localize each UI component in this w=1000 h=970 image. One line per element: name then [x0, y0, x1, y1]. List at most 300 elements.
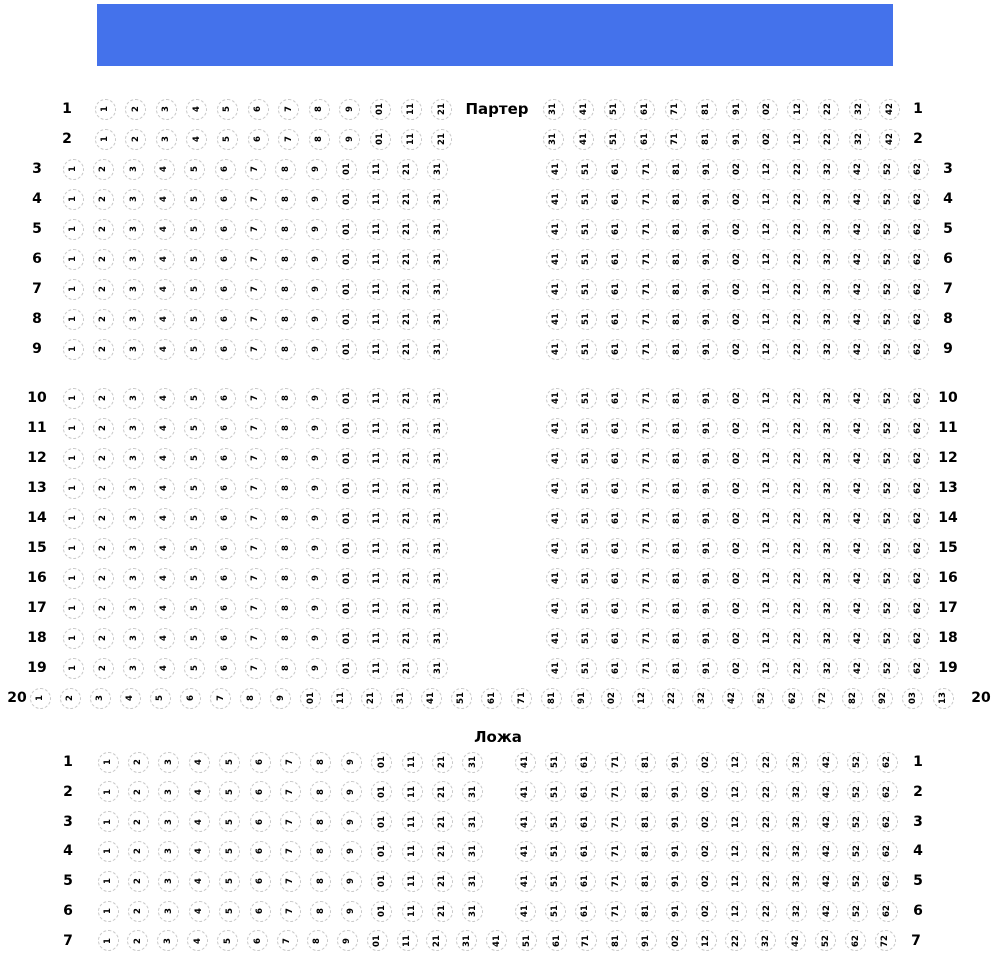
seat[interactable]: [123, 309, 144, 330]
seat[interactable]: [245, 508, 266, 529]
seat[interactable]: [605, 871, 626, 892]
seat[interactable]: [546, 568, 567, 589]
seat[interactable]: [427, 568, 448, 589]
seat[interactable]: [636, 219, 657, 240]
seat[interactable]: [397, 930, 418, 951]
seat[interactable]: [125, 129, 146, 150]
seat[interactable]: [666, 339, 687, 360]
seat[interactable]: [215, 478, 236, 499]
seat[interactable]: [397, 598, 418, 619]
seat[interactable]: [878, 598, 899, 619]
seat[interactable]: [150, 688, 171, 709]
seat[interactable]: [697, 279, 718, 300]
seat[interactable]: [604, 99, 625, 120]
seat[interactable]: [215, 189, 236, 210]
seat[interactable]: [215, 508, 236, 529]
seat[interactable]: [184, 598, 205, 619]
seat[interactable]: [63, 309, 84, 330]
seat[interactable]: [184, 508, 205, 529]
seat[interactable]: [186, 99, 207, 120]
seat[interactable]: [397, 249, 418, 270]
seat[interactable]: [878, 219, 899, 240]
seat[interactable]: [757, 418, 778, 439]
seat[interactable]: [189, 811, 210, 832]
seat[interactable]: [697, 628, 718, 649]
seat[interactable]: [462, 841, 483, 862]
seat[interactable]: [847, 871, 868, 892]
seat[interactable]: [184, 339, 205, 360]
seat[interactable]: [63, 279, 84, 300]
seat[interactable]: [310, 871, 331, 892]
seat[interactable]: [367, 388, 388, 409]
seat[interactable]: [576, 159, 597, 180]
seat[interactable]: [636, 388, 657, 409]
seat[interactable]: [158, 752, 179, 773]
seat[interactable]: [219, 871, 240, 892]
seat[interactable]: [427, 418, 448, 439]
seat[interactable]: [219, 811, 240, 832]
seat[interactable]: [576, 448, 597, 469]
seat[interactable]: [432, 811, 453, 832]
seat[interactable]: [310, 901, 331, 922]
seat[interactable]: [787, 129, 808, 150]
seat[interactable]: [336, 628, 357, 649]
seat[interactable]: [154, 159, 175, 180]
seat[interactable]: [427, 159, 448, 180]
seat[interactable]: [878, 249, 899, 270]
seat[interactable]: [215, 628, 236, 649]
seat[interactable]: [217, 930, 238, 951]
seat[interactable]: [336, 309, 357, 330]
seat[interactable]: [306, 189, 327, 210]
seat[interactable]: [849, 99, 870, 120]
seat[interactable]: [697, 478, 718, 499]
seat[interactable]: [848, 628, 869, 649]
seat[interactable]: [817, 841, 838, 862]
seat[interactable]: [546, 219, 567, 240]
seat[interactable]: [451, 688, 472, 709]
seat[interactable]: [515, 781, 536, 802]
seat[interactable]: [576, 508, 597, 529]
seat[interactable]: [727, 339, 748, 360]
seat[interactable]: [908, 279, 929, 300]
seat[interactable]: [186, 129, 207, 150]
seat[interactable]: [605, 752, 626, 773]
seat[interactable]: [636, 418, 657, 439]
seat[interactable]: [546, 478, 567, 499]
seat[interactable]: [757, 279, 778, 300]
seat[interactable]: [432, 781, 453, 802]
seat[interactable]: [154, 189, 175, 210]
seat[interactable]: [277, 930, 298, 951]
seat[interactable]: [786, 901, 807, 922]
seat[interactable]: [123, 628, 144, 649]
seat[interactable]: [217, 129, 238, 150]
seat[interactable]: [636, 279, 657, 300]
seat[interactable]: [245, 568, 266, 589]
seat[interactable]: [817, 901, 838, 922]
seat[interactable]: [545, 781, 566, 802]
seat[interactable]: [123, 478, 144, 499]
seat[interactable]: [367, 628, 388, 649]
seat[interactable]: [432, 901, 453, 922]
seat[interactable]: [757, 448, 778, 469]
seat[interactable]: [401, 129, 422, 150]
seat[interactable]: [339, 129, 360, 150]
seat[interactable]: [635, 871, 656, 892]
seat[interactable]: [210, 688, 231, 709]
seat[interactable]: [93, 508, 114, 529]
seat[interactable]: [397, 448, 418, 469]
seat[interactable]: [341, 871, 362, 892]
seat[interactable]: [184, 568, 205, 589]
seat[interactable]: [878, 448, 899, 469]
seat[interactable]: [878, 658, 899, 679]
seat[interactable]: [402, 901, 423, 922]
seat[interactable]: [245, 538, 266, 559]
seat[interactable]: [727, 568, 748, 589]
seat[interactable]: [576, 249, 597, 270]
seat[interactable]: [756, 811, 777, 832]
seat[interactable]: [636, 339, 657, 360]
seat[interactable]: [908, 448, 929, 469]
seat[interactable]: [878, 508, 899, 529]
seat[interactable]: [817, 752, 838, 773]
seat[interactable]: [123, 249, 144, 270]
seat[interactable]: [154, 628, 175, 649]
seat[interactable]: [726, 781, 747, 802]
seat[interactable]: [370, 99, 391, 120]
seat[interactable]: [757, 598, 778, 619]
seat[interactable]: [545, 811, 566, 832]
seat[interactable]: [30, 688, 51, 709]
seat[interactable]: [636, 189, 657, 210]
seat[interactable]: [636, 538, 657, 559]
seat[interactable]: [427, 279, 448, 300]
seat[interactable]: [306, 339, 327, 360]
seat[interactable]: [848, 568, 869, 589]
seat[interactable]: [245, 478, 266, 499]
seat[interactable]: [872, 688, 893, 709]
seat[interactable]: [215, 388, 236, 409]
seat[interactable]: [215, 249, 236, 270]
seat[interactable]: [219, 781, 240, 802]
seat[interactable]: [63, 598, 84, 619]
seat[interactable]: [666, 478, 687, 499]
seat[interactable]: [336, 508, 357, 529]
seat[interactable]: [692, 688, 713, 709]
seat[interactable]: [397, 538, 418, 559]
seat[interactable]: [697, 508, 718, 529]
seat[interactable]: [275, 658, 296, 679]
seat[interactable]: [757, 159, 778, 180]
seat[interactable]: [156, 99, 177, 120]
seat[interactable]: [546, 159, 567, 180]
seat[interactable]: [421, 688, 442, 709]
seat[interactable]: [432, 752, 453, 773]
seat[interactable]: [154, 478, 175, 499]
seat[interactable]: [371, 871, 392, 892]
seat[interactable]: [666, 781, 687, 802]
seat[interactable]: [908, 598, 929, 619]
seat[interactable]: [666, 159, 687, 180]
seat[interactable]: [481, 688, 502, 709]
seat[interactable]: [397, 159, 418, 180]
seat[interactable]: [397, 279, 418, 300]
seat[interactable]: [757, 189, 778, 210]
seat[interactable]: [367, 448, 388, 469]
seat[interactable]: [215, 339, 236, 360]
seat[interactable]: [184, 628, 205, 649]
seat[interactable]: [309, 129, 330, 150]
seat[interactable]: [371, 811, 392, 832]
seat[interactable]: [515, 871, 536, 892]
seat[interactable]: [787, 448, 808, 469]
seat[interactable]: [696, 901, 717, 922]
seat[interactable]: [278, 129, 299, 150]
seat[interactable]: [306, 658, 327, 679]
seat[interactable]: [848, 388, 869, 409]
seat[interactable]: [546, 279, 567, 300]
seat[interactable]: [248, 99, 269, 120]
seat[interactable]: [908, 538, 929, 559]
seat[interactable]: [842, 688, 863, 709]
seat[interactable]: [215, 658, 236, 679]
seat[interactable]: [697, 598, 718, 619]
seat[interactable]: [878, 339, 899, 360]
seat[interactable]: [336, 388, 357, 409]
seat[interactable]: [848, 219, 869, 240]
seat[interactable]: [697, 418, 718, 439]
seat[interactable]: [847, 901, 868, 922]
seat[interactable]: [848, 279, 869, 300]
seat[interactable]: [511, 688, 532, 709]
seat[interactable]: [427, 388, 448, 409]
seat[interactable]: [697, 388, 718, 409]
seat[interactable]: [727, 448, 748, 469]
seat[interactable]: [606, 159, 627, 180]
seat[interactable]: [397, 309, 418, 330]
seat[interactable]: [757, 568, 778, 589]
seat[interactable]: [219, 752, 240, 773]
seat[interactable]: [391, 688, 412, 709]
seat[interactable]: [756, 752, 777, 773]
seat[interactable]: [636, 568, 657, 589]
seat[interactable]: [123, 538, 144, 559]
seat[interactable]: [275, 388, 296, 409]
seat[interactable]: [545, 752, 566, 773]
seat[interactable]: [371, 781, 392, 802]
seat[interactable]: [90, 688, 111, 709]
seat[interactable]: [546, 339, 567, 360]
seat[interactable]: [123, 418, 144, 439]
seat[interactable]: [219, 901, 240, 922]
seat[interactable]: [93, 478, 114, 499]
seat[interactable]: [546, 598, 567, 619]
seat[interactable]: [879, 99, 900, 120]
seat[interactable]: [215, 598, 236, 619]
seat[interactable]: [696, 99, 717, 120]
seat[interactable]: [245, 219, 266, 240]
seat[interactable]: [573, 99, 594, 120]
seat[interactable]: [576, 219, 597, 240]
seat[interactable]: [275, 628, 296, 649]
seat[interactable]: [908, 249, 929, 270]
seat[interactable]: [727, 508, 748, 529]
seat[interactable]: [300, 688, 321, 709]
seat[interactable]: [605, 781, 626, 802]
seat[interactable]: [310, 811, 331, 832]
seat[interactable]: [123, 448, 144, 469]
seat[interactable]: [545, 871, 566, 892]
seat[interactable]: [757, 219, 778, 240]
seat[interactable]: [98, 841, 119, 862]
seat[interactable]: [696, 129, 717, 150]
seat[interactable]: [128, 811, 149, 832]
seat[interactable]: [757, 388, 778, 409]
seat[interactable]: [247, 930, 268, 951]
seat[interactable]: [787, 478, 808, 499]
seat[interactable]: [280, 901, 301, 922]
seat[interactable]: [250, 752, 271, 773]
seat[interactable]: [632, 688, 653, 709]
seat[interactable]: [575, 752, 596, 773]
seat[interactable]: [93, 309, 114, 330]
seat[interactable]: [98, 901, 119, 922]
seat[interactable]: [697, 538, 718, 559]
seat[interactable]: [787, 418, 808, 439]
seat[interactable]: [154, 249, 175, 270]
seat[interactable]: [757, 508, 778, 529]
seat[interactable]: [278, 99, 299, 120]
seat[interactable]: [123, 279, 144, 300]
seat[interactable]: [786, 871, 807, 892]
seat[interactable]: [908, 309, 929, 330]
seat[interactable]: [727, 249, 748, 270]
seat[interactable]: [280, 752, 301, 773]
seat[interactable]: [189, 841, 210, 862]
seat[interactable]: [786, 841, 807, 862]
seat[interactable]: [397, 339, 418, 360]
seat[interactable]: [397, 568, 418, 589]
seat[interactable]: [666, 901, 687, 922]
seat[interactable]: [666, 418, 687, 439]
seat[interactable]: [245, 279, 266, 300]
seat[interactable]: [367, 339, 388, 360]
seat[interactable]: [184, 219, 205, 240]
seat[interactable]: [128, 871, 149, 892]
seat[interactable]: [697, 658, 718, 679]
seat[interactable]: [755, 930, 776, 951]
seat[interactable]: [306, 448, 327, 469]
seat[interactable]: [545, 901, 566, 922]
seat[interactable]: [787, 99, 808, 120]
seat[interactable]: [848, 309, 869, 330]
seat[interactable]: [462, 811, 483, 832]
seat[interactable]: [462, 901, 483, 922]
seat[interactable]: [606, 339, 627, 360]
seat[interactable]: [280, 781, 301, 802]
seat[interactable]: [367, 219, 388, 240]
seat[interactable]: [397, 418, 418, 439]
seat[interactable]: [817, 871, 838, 892]
seat[interactable]: [427, 339, 448, 360]
seat[interactable]: [310, 841, 331, 862]
seat[interactable]: [848, 448, 869, 469]
seat[interactable]: [817, 189, 838, 210]
seat[interactable]: [697, 249, 718, 270]
seat[interactable]: [154, 309, 175, 330]
seat[interactable]: [756, 901, 777, 922]
seat[interactable]: [546, 538, 567, 559]
seat[interactable]: [878, 279, 899, 300]
seat[interactable]: [306, 279, 327, 300]
seat[interactable]: [128, 752, 149, 773]
seat[interactable]: [782, 688, 803, 709]
seat[interactable]: [63, 418, 84, 439]
seat[interactable]: [756, 781, 777, 802]
seat[interactable]: [397, 658, 418, 679]
seat[interactable]: [431, 99, 452, 120]
seat[interactable]: [666, 279, 687, 300]
seat[interactable]: [575, 781, 596, 802]
seat[interactable]: [98, 930, 119, 951]
seat[interactable]: [606, 189, 627, 210]
seat[interactable]: [726, 129, 747, 150]
seat[interactable]: [576, 388, 597, 409]
seat[interactable]: [245, 309, 266, 330]
seat[interactable]: [666, 658, 687, 679]
seat[interactable]: [339, 99, 360, 120]
seat[interactable]: [367, 598, 388, 619]
seat[interactable]: [93, 448, 114, 469]
seat[interactable]: [818, 129, 839, 150]
seat[interactable]: [636, 930, 657, 951]
seat[interactable]: [250, 811, 271, 832]
seat[interactable]: [397, 478, 418, 499]
seat[interactable]: [336, 159, 357, 180]
seat[interactable]: [606, 508, 627, 529]
seat[interactable]: [336, 538, 357, 559]
seat[interactable]: [154, 568, 175, 589]
seat[interactable]: [757, 99, 778, 120]
seat[interactable]: [606, 598, 627, 619]
seat[interactable]: [908, 219, 929, 240]
seat[interactable]: [697, 219, 718, 240]
seat[interactable]: [543, 129, 564, 150]
seat[interactable]: [785, 930, 806, 951]
seat[interactable]: [817, 219, 838, 240]
seat[interactable]: [275, 309, 296, 330]
seat[interactable]: [635, 901, 656, 922]
seat[interactable]: [635, 752, 656, 773]
seat[interactable]: [666, 568, 687, 589]
seat[interactable]: [367, 279, 388, 300]
seat[interactable]: [306, 538, 327, 559]
seat[interactable]: [817, 811, 838, 832]
seat[interactable]: [878, 418, 899, 439]
seat[interactable]: [815, 930, 836, 951]
seat[interactable]: [93, 538, 114, 559]
seat[interactable]: [93, 388, 114, 409]
seat[interactable]: [546, 930, 567, 951]
seat[interactable]: [215, 418, 236, 439]
seat[interactable]: [63, 568, 84, 589]
seat[interactable]: [125, 99, 146, 120]
seat[interactable]: [575, 901, 596, 922]
seat[interactable]: [93, 219, 114, 240]
seat[interactable]: [341, 901, 362, 922]
